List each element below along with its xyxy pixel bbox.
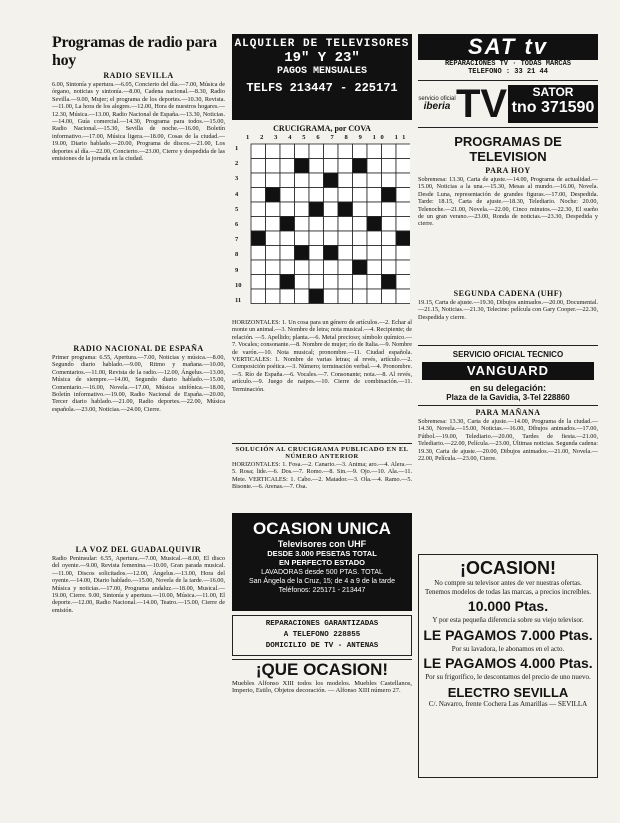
today-heading: PARA HOY (485, 166, 531, 175)
crossword-cell (324, 159, 339, 174)
ad-line: DOMICILIO DE TV - ANTENAS (265, 642, 379, 650)
crossword-cell (251, 159, 266, 174)
crossword-cell (266, 144, 281, 159)
tomorrow-heading: PARA MAÑANA (475, 408, 541, 417)
crossword-cell (338, 231, 353, 246)
crossword-black-cell (324, 173, 339, 188)
crossword-cell (353, 173, 368, 188)
crossword-black-cell (382, 275, 397, 290)
page-title: Programas de radio para hoy (52, 34, 217, 69)
solution-title: SOLUCIÓN AL CRUCIGRAMA PUBLICADO EN EL NÚMERO ANTERIOR (235, 446, 409, 460)
crossword-cell (338, 275, 353, 290)
crossword-cell (367, 173, 382, 188)
ad-text: Y por esta pequeña diferencia sobre su viejo televisor. (432, 616, 584, 624)
ad-price: LE PAGAMOS 4.000 Ptas. (423, 655, 593, 671)
crossword-cell (324, 260, 339, 275)
crossword-row-number: 2 (235, 160, 239, 168)
radio-sevilla-heading: RADIO SEVILLA (103, 71, 174, 80)
crossword-cell (309, 231, 324, 246)
ad-line: REPARACIONES GARANTIZADAS (265, 620, 379, 628)
crossword-cell (280, 289, 295, 304)
crossword-cell (280, 144, 295, 159)
divider (232, 443, 412, 444)
crossword-cell (396, 217, 410, 232)
crossword-cell (367, 159, 382, 174)
crossword-cell (338, 217, 353, 232)
crossword-clues: HORIZONTALES: 1. Un cosa para un género de artículos.—2. Echar al monte un animal.—3. Nombre de letra; nota musical.—4. Recipiente; de relación. —5. Apellido; planta.—6. Metal precioso; símbolo químico.—7. Vocales; consonante.—8. Nombre de mujer; río de Italia.—9. Nombre de varón.—10. Nota musical; pronombre.—11. Ciudad española. VERTICALES: 1. Nombre de varias letras; al revés, artículo.—2. Composición poética.—3. Número; terminación verbal.—4. Pronombre.—5. Río de España.—6. Vocales.—7. Consonante; nota.—8. Al revés, artículo.—9. Juego de naipes.—10. Cierre de combinación.—11. Terminación. (232, 319, 412, 393)
vanguard-logo: VANGUARD (422, 362, 594, 380)
crossword-black-cell (280, 217, 295, 232)
ad-headline: OCASION UNICA (253, 519, 391, 538)
ad-line: DESDE 3.000 PESETAS TOTAL (267, 549, 377, 558)
crossword-cell (382, 217, 397, 232)
crossword-black-cell (367, 217, 382, 232)
sat-logo: SAT tv (418, 34, 598, 60)
crossword-cell (367, 275, 382, 290)
crossword-cell (396, 159, 410, 174)
service-heading: SERVICIO OFICIAL TECNICO (452, 350, 564, 359)
crossword-black-cell (324, 246, 339, 261)
ad-line: 19" Y 23" (284, 50, 360, 66)
crossword-cell (382, 231, 397, 246)
crossword-cell (309, 173, 324, 188)
crossword-cell (353, 202, 368, 217)
crossword-cell (324, 217, 339, 232)
voz-guadalquivir-text: Radio Peninsular: 6.55, Apertura.—7.00, Musical.—8.00, El disco del oyente.—9.00, Revista femenina.—10.00, Gran parada musical.—11.00, Discos solicitados.—12.00, Ángelus.—13.00, Hora del oyente.—14.00, Diario hablado.—15.00, Novela de la tarde.—16.00, Música y noticias.—17.00, Programa andaluz.—18.00, Musical.—19.00, Cierre. 9.00, Sintonía y apertura.—10.00, Música.—11.00, El deporte.—12.00, Radio Nacional.—14.00, Teatro.—15.00, Cierre de emisión. (52, 555, 225, 614)
crossword-cell (338, 173, 353, 188)
crossword-cell (266, 217, 281, 232)
crossword-row-number: 11 (235, 297, 242, 305)
crossword-cell (309, 275, 324, 290)
crossword-cell (382, 260, 397, 275)
second-channel-text: 19.15, Carta de ajuste.—19.30, Dibujos animados.—20.00, Documental.—21.15, Noticias.—21.30, Telecine: película con Gary Cooper.—22.30, Despedida y cierre. (418, 299, 598, 321)
crossword-cell (396, 275, 410, 290)
crossword-cell (338, 260, 353, 275)
crossword (232, 141, 412, 319)
sat-tv-ad (418, 34, 598, 74)
ad-address: C/. Navarro, frente Cochera Las Amarillas — SEVILLA (428, 699, 588, 708)
crossword-cell (382, 173, 397, 188)
crossword-cell (295, 173, 310, 188)
crossword-cell (396, 188, 410, 203)
ad-line: servicio oficial (418, 96, 456, 102)
crossword-cell (266, 202, 281, 217)
ad-price: LE PAGAMOS 7.000 Ptas. (423, 626, 593, 643)
crossword-cell (295, 144, 310, 159)
crossword-cell (324, 202, 339, 217)
crossword-cell (396, 246, 410, 261)
crossword-cell (396, 144, 410, 159)
crossword-black-cell (353, 260, 368, 275)
crossword-cell (266, 231, 281, 246)
crossword-black-cell (396, 231, 410, 246)
que-ocasion-text: Muebles Alfonso XIII todos los modelos. Muebles Castellanos, Imperio, Estilo, Objetos decoración. — Alfonso XIII número 27. (232, 680, 412, 695)
crossword-cell (251, 217, 266, 232)
crossword-black-cell (295, 159, 310, 174)
delegation-line: en su delegación: (469, 383, 547, 393)
crossword-cell (353, 188, 368, 203)
tv-logo: TV (456, 82, 508, 126)
crossword-cell (324, 188, 339, 203)
sator-box (508, 85, 598, 123)
tv-programs-title: PROGRAMAS DE TELEVISION (454, 134, 562, 164)
crossword-cell (251, 289, 266, 304)
crossword-cell (353, 217, 368, 232)
iberia-label (418, 96, 456, 112)
crossword-cell (280, 188, 295, 203)
crossword-cell (338, 188, 353, 203)
crossword-cell (353, 289, 368, 304)
crossword-cell (266, 275, 281, 290)
ocasion-unica-ad (232, 513, 412, 611)
crossword-black-cell (295, 246, 310, 261)
crossword-cell (324, 289, 339, 304)
crossword-black-cell (309, 289, 324, 304)
crossword-cell (309, 144, 324, 159)
crossword-row-number: 4 (235, 190, 239, 198)
crossword-title: CRUCIGRAMA, por COVA (273, 124, 371, 133)
crossword-cell (309, 217, 324, 232)
crossword-cell (280, 202, 295, 217)
sator-name: SATOR (532, 85, 574, 99)
crossword-cell (338, 246, 353, 261)
crossword-row-number: 7 (235, 236, 239, 244)
ad-line: PAGOS MENSUALES (276, 66, 367, 77)
crossword-cell (338, 159, 353, 174)
tv-rental-ad (232, 34, 412, 120)
crossword-cell (324, 275, 339, 290)
second-channel-heading: SEGUNDA CADENA (UHF) (453, 289, 563, 298)
crossword-cell (251, 144, 266, 159)
crossword-cell (353, 231, 368, 246)
crossword-cell (309, 260, 324, 275)
crossword-cell (280, 159, 295, 174)
crossword-cell (324, 144, 339, 159)
ad-line: Televisores con UHF (277, 539, 367, 549)
crossword-cell (309, 159, 324, 174)
crossword-row-number: 10 (235, 281, 242, 289)
crossword-cell (295, 188, 310, 203)
ad-headline: ¡OCASION! (460, 558, 556, 578)
crossword-cell (309, 246, 324, 261)
right-column (418, 34, 598, 814)
ad-phone: TELEFONO : 33 21 44 (468, 68, 548, 76)
ad-line: ALQUILER DE TELEVISORES (234, 38, 410, 50)
crossword-cell (280, 260, 295, 275)
crossword-row-number: 9 (235, 266, 239, 274)
crossword-cell (382, 144, 397, 159)
crossword-cell (367, 202, 382, 217)
solution-text: HORIZONTALES: 1. Fosa.—2. Canario.—3. Anima; aro.—4. Alera.—5. Rosa; lide.—6. Dos.—7. Romo.—8. Sin.—9. Ojo.—10. Ala.—11. Mete. VERTICALES: 1. Cabo.—2. Matador.—3. Ola.—4. Ramo.—5. Bisonte.—6. Arenas.—7. Osa. (232, 461, 412, 491)
crossword-cell (266, 246, 281, 261)
crossword-cell (382, 289, 397, 304)
crossword-cell (251, 173, 266, 188)
divider (418, 345, 598, 346)
electro-sevilla-ad (418, 554, 598, 778)
repairs-ad (232, 615, 412, 656)
iberia-sator-ad (418, 80, 598, 128)
ad-line: REPARACIONES TV · TODAS MARCAS (444, 60, 572, 68)
crossword-cell (353, 246, 368, 261)
crossword-black-cell (280, 275, 295, 290)
ad-line: EN PERFECTO ESTADO (279, 558, 365, 567)
crossword-cell (295, 289, 310, 304)
crossword-cell (353, 275, 368, 290)
crossword-cell (367, 231, 382, 246)
crossword-cell (251, 202, 266, 217)
crossword-row-number: 5 (235, 205, 239, 213)
rne-text: Primer programa: 6.55, Apertura.—7.00, Noticias y música.—8.00, Segundo diario hablado.—9.00, Ritmo y mañana.—10.00, Comentarios.—11.00, Revista de la radio.—12.00, Ángelus.—13.00, Música de siempre.—14.00, Segundo diario hablado.—15.00, Comentario.—16.00, Novela.—17.00, Música sinfónica.—18.00, Boletín informativo.—19.00, Radio Nacional de España.—20.00, Tercer diario hablado.—21.00, Radio deportes.—22.00, Música española.—23.00, Noticias.—24.00, Cierre. (52, 354, 225, 413)
sator-phone: tno 371590 (511, 99, 595, 116)
crossword-cell (382, 202, 397, 217)
crossword-cell (367, 260, 382, 275)
crossword-cell (266, 289, 281, 304)
crossword-cell (266, 173, 281, 188)
crossword-cell (251, 188, 266, 203)
crossword-row-number: 6 (235, 221, 239, 229)
crossword-cell (295, 202, 310, 217)
ad-price: 10.000 Ptas. (467, 598, 549, 614)
ad-line: San Ángela de la Cruz, 15; de 4 a 9 de la tarde (249, 578, 395, 585)
ad-phone: Teléfonos: 225171 - 213447 (278, 587, 366, 594)
crossword-cell (396, 289, 410, 304)
crossword-cell (251, 275, 266, 290)
crossword-cell (295, 275, 310, 290)
crossword-cell (367, 246, 382, 261)
crossword-cell (367, 289, 382, 304)
crossword-cell (338, 289, 353, 304)
crossword-cell (295, 217, 310, 232)
rne-heading: RADIO NACIONAL DE ESPAÑA (73, 344, 204, 353)
crossword-row-numbers (235, 141, 242, 308)
crossword-cell (396, 260, 410, 275)
crossword-cell (266, 159, 281, 174)
crossword-cell (266, 260, 281, 275)
iberia-logo: iberia (423, 101, 451, 112)
ad-text: No compre su televisor antes de ver nuestras ofertas. Tenemos modelos de todas las marcas, a precios increíbles. (425, 579, 591, 596)
crossword-black-cell (251, 231, 266, 246)
crossword-black-cell (382, 188, 397, 203)
crossword-cell (280, 231, 295, 246)
ad-phone: TELFS 213447 - 225171 (246, 81, 398, 95)
crossword-cell (338, 144, 353, 159)
crossword-cell (309, 188, 324, 203)
crossword-grid (250, 143, 410, 313)
crossword-cell (353, 144, 368, 159)
crossword-col-numbers: 1 2 3 4 5 6 7 8 9 10 11 (246, 134, 410, 141)
crossword-black-cell (266, 188, 281, 203)
crossword-black-cell (338, 202, 353, 217)
crossword-cell (324, 231, 339, 246)
crossword-cell (295, 260, 310, 275)
crossword-cell (396, 202, 410, 217)
crossword-row-number: 3 (235, 175, 239, 183)
radio-column (52, 34, 225, 814)
crossword-cell (251, 246, 266, 261)
tomorrow-text: Sobremesa: 13.30, Carta de ajuste.—14.00, Programa de la ciudad.—14.30, Novela.—15.00, Noticias.—16.00, Dibujos animados.—17.00, Fútbol.—19.00, Telediario.—20.00, Tardes de fiesta.—21.00, Telediario.—22.00, Película.—23.00, Últimas noticias. Segunda cadena: 19.30, Carta de ajuste.—20.00, Dibujos animados.—21.00, Novela.—22.00, Película.—23.00, Cierre. (418, 418, 598, 463)
divider (418, 405, 598, 406)
crossword-cell (295, 231, 310, 246)
ad-line: LAVADORAS desde 500 PTAS. TOTAL (261, 569, 383, 576)
voz-guadalquivir-heading: LA VOZ DEL GUADALQUIVIR (75, 545, 202, 554)
crossword-cell (280, 173, 295, 188)
address-line: Plaza de la Gavidia, 3-Tel 228860 (446, 393, 570, 402)
crossword-cell (367, 188, 382, 203)
ad-line: A TELEFONO 228855 (283, 631, 361, 639)
ad-text: Por su lavadora, le abonamos en el acto. (451, 644, 565, 653)
center-column (232, 34, 412, 814)
crossword-cell (367, 144, 382, 159)
crossword-black-cell (309, 202, 324, 217)
crossword-cell (382, 159, 397, 174)
crossword-cell (382, 246, 397, 261)
crossword-cell (251, 260, 266, 275)
crossword-cell (280, 246, 295, 261)
que-ocasion-headline: ¡QUE OCASION! (232, 659, 412, 680)
ad-text: Por su frigorífico, le descontamos del precio de uno nuevo. (425, 673, 591, 681)
crossword-row-number: 8 (235, 251, 239, 259)
today-text: Sobremesa: 13.30, Carta de ajuste.—14.00, Programa de actualidad.—15.00, Noticias a la una.—15.30, Mesas al mundo.—16.00, Novela. Desde Luna, representación de grandes figuras.—17.00, Despedida. Tarde: 18.15, Carta de ajuste.—18.30, Telediario. Noche: 20.00, Telenoche.—21.00, Novela.—22.00, Cinco minutos.—22.30, El sueño de un gran verano.—23.00, Ronda de noticias.—23.30, Despedida y cierre. (418, 176, 598, 228)
radio-sevilla-text: 6.00, Sintonía y apertura.—6.05, Concierto del día.—7.00, Música de órgano, noticias y sintonía.—8.00, Cadena nacional.—8.30, Radio Sevilla.—9.00, Mujer; el programa de los deportes.—10.30, Revista.—11.00, La hora de los alegres.—12.00, Hora de nuestros hogares.—12.30, Música.—13.00, Radio Nacional de España.—13.30, Noticias.—14.00, Guía comercial.—14.30, Programa para todos.—15.00, Radio Nacional.—15.30, Sevilla de noche.—16.00, Boletín informativo.—17.00, Música ligera.—18.00, Cosas de la ciudad.—19.00, Diario hablado.—20.00, Programa de discos.—21.00, Los deportes al día.—22.00, Concierto.—23.00, Cierre y despedida de las emisiones de la jornada en la ciudad. (52, 81, 225, 163)
ad-brand: ELECTRO SEVILLA (447, 684, 569, 700)
crossword-row-number: 1 (235, 145, 239, 152)
crossword-black-cell (353, 159, 368, 174)
crossword-cell (396, 173, 410, 188)
